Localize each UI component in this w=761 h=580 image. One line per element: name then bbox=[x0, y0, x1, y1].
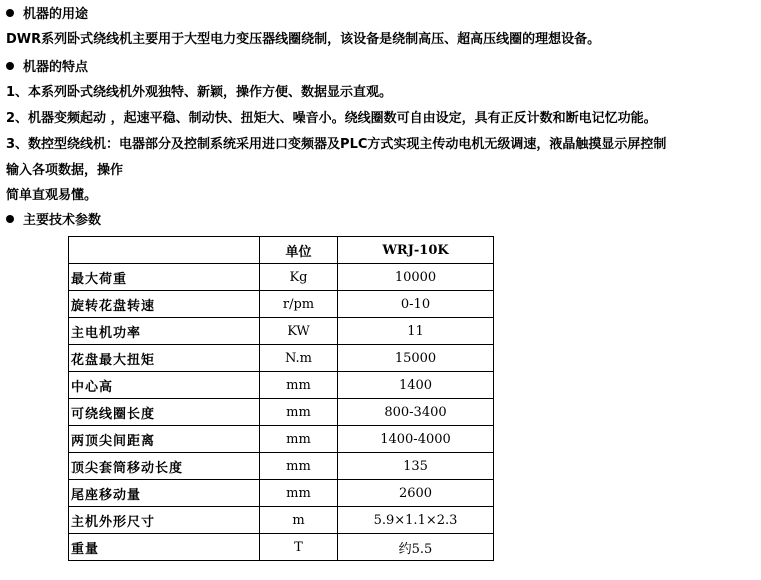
table-row bbox=[69, 399, 494, 426]
purpose-text: DWR系列卧式绕线机主要用于大型电力变压器线圈绕制，该设备是绕制高压、超高压线圈的理想设备。 bbox=[6, 32, 601, 47]
param-name: 旋转花盘转速 bbox=[69, 291, 260, 318]
table-row bbox=[69, 264, 494, 291]
param-unit: N.m bbox=[260, 345, 338, 372]
param-value: 0-10 bbox=[338, 291, 494, 318]
param-name: 中心高 bbox=[69, 372, 260, 399]
table-row bbox=[69, 426, 494, 453]
feature-1: 1、本系列卧式绕线机外观独特、新颖，操作方便、数据显示直观。 bbox=[6, 85, 393, 100]
table-row bbox=[69, 480, 494, 507]
features-heading: 机器的特点 bbox=[6, 60, 88, 76]
param-unit: KW bbox=[260, 318, 338, 345]
table-row bbox=[69, 534, 494, 561]
param-value: 1400-4000 bbox=[338, 426, 494, 453]
param-unit: mm bbox=[260, 399, 338, 426]
header-unit-cell: 单位 bbox=[260, 237, 338, 264]
bullet-icon bbox=[6, 9, 14, 17]
param-value: 5.9×1.1×2.3 bbox=[338, 507, 494, 534]
feature-3a: 3、数控型绕线机：电器部分及控制系统采用进口变频器及PLC方式实现主传动电机无级调速，液晶触摸显示屏控制 bbox=[6, 137, 667, 152]
param-name: 两顶尖间距离 bbox=[69, 426, 260, 453]
param-name: 顶尖套筒移动长度 bbox=[69, 453, 260, 480]
table-row bbox=[69, 453, 494, 480]
bullet-icon bbox=[6, 215, 14, 223]
specs-heading: 主要技术参数 bbox=[6, 213, 101, 229]
param-unit: r/pm bbox=[260, 291, 338, 318]
param-unit: mm bbox=[260, 453, 338, 480]
param-unit: mm bbox=[260, 372, 338, 399]
spec-table bbox=[68, 236, 494, 561]
param-unit: m bbox=[260, 507, 338, 534]
param-value: 10000 bbox=[338, 264, 494, 291]
feature-3c: 简单直观易懂。 bbox=[6, 188, 98, 203]
table-header-row bbox=[69, 237, 494, 264]
param-unit: mm bbox=[260, 426, 338, 453]
param-name: 重量 bbox=[69, 534, 260, 561]
header-name-cell bbox=[69, 237, 260, 264]
purpose-heading: 机器的用途 bbox=[6, 7, 88, 23]
param-value: 15000 bbox=[338, 345, 494, 372]
table-row bbox=[69, 345, 494, 372]
param-name: 主电机功率 bbox=[69, 318, 260, 345]
param-value: 800-3400 bbox=[338, 399, 494, 426]
param-name: 尾座移动量 bbox=[69, 480, 260, 507]
param-value: 11 bbox=[338, 318, 494, 345]
param-value: 2600 bbox=[338, 480, 494, 507]
param-name: 最大荷重 bbox=[69, 264, 260, 291]
param-name: 主机外形尺寸 bbox=[69, 507, 260, 534]
table-row bbox=[69, 291, 494, 318]
param-name: 花盘最大扭矩 bbox=[69, 345, 260, 372]
table-row bbox=[69, 507, 494, 534]
header-model-cell: WRJ-10K bbox=[338, 237, 494, 264]
param-value: 约5.5 bbox=[338, 534, 494, 561]
feature-2: 2、机器变频起动 ，起速平稳、制动快、扭矩大、噪音小。绕线圈数可自由设定，具有正反计数和断电记忆功能。 bbox=[6, 111, 657, 126]
param-unit: Kg bbox=[260, 264, 338, 291]
param-unit: T bbox=[260, 534, 338, 561]
param-value: 1400 bbox=[338, 372, 494, 399]
param-unit: mm bbox=[260, 480, 338, 507]
param-name: 可绕线圈长度 bbox=[69, 399, 260, 426]
table-row bbox=[69, 318, 494, 345]
param-value: 135 bbox=[338, 453, 494, 480]
table-row bbox=[69, 372, 494, 399]
bullet-icon bbox=[6, 62, 14, 70]
feature-3b: 输入各项数据，操作 bbox=[6, 163, 124, 178]
